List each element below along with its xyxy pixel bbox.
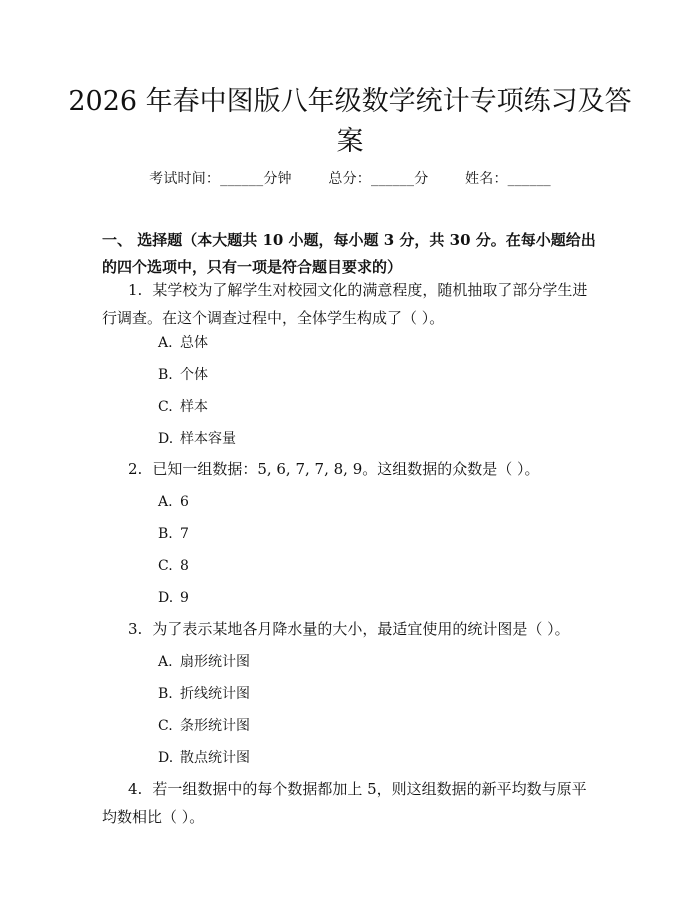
option-text: 个体 bbox=[180, 367, 208, 383]
total-score-label: 总分：______分 bbox=[328, 171, 429, 187]
question-2-option-d bbox=[158, 588, 189, 608]
question-2-option-b bbox=[158, 524, 189, 544]
question-1-option-b bbox=[158, 365, 208, 385]
question-number: 1. bbox=[128, 281, 143, 299]
question-3-option-c bbox=[158, 716, 250, 736]
question-number: 4. bbox=[128, 780, 143, 798]
option-text: 散点统计图 bbox=[180, 750, 250, 766]
option-letter: D. bbox=[158, 590, 174, 606]
question-2 bbox=[102, 455, 600, 483]
option-letter: B. bbox=[158, 526, 173, 542]
option-text: 8 bbox=[180, 558, 189, 574]
exam-info-line bbox=[0, 168, 700, 188]
option-letter: C. bbox=[158, 399, 173, 415]
question-3 bbox=[102, 615, 600, 643]
question-3-option-d bbox=[158, 748, 250, 768]
section-heading: 一、 选择题（本大题共 10 小题，每小题 3 分，共 30 分。在每小题给出的四个选项中，只有一项是符合题目要求的） bbox=[102, 231, 596, 276]
question-1-option-d bbox=[158, 429, 236, 449]
question-2-option-a bbox=[158, 492, 189, 512]
document-title: 2026 年春中图版八年级数学统计专项练习及答案 bbox=[68, 86, 632, 157]
option-text: 6 bbox=[180, 494, 189, 510]
option-text: 折线统计图 bbox=[180, 686, 250, 702]
question-number: 2. bbox=[128, 460, 143, 478]
option-letter: A. bbox=[158, 654, 173, 670]
question-text: 为了表示某地各月降水量的大小，最适宜使用的统计图是（ ）。 bbox=[152, 620, 570, 638]
option-letter: B. bbox=[158, 367, 173, 383]
option-text: 条形统计图 bbox=[180, 718, 250, 734]
option-text: 7 bbox=[180, 526, 189, 542]
question-text: 某学校为了解学生对校园文化的满意程度，随机抽取了部分学生进行调查。在这个调查过程中，全体学生构成了（ ）。 bbox=[102, 281, 588, 327]
option-text: 9 bbox=[180, 590, 189, 606]
option-letter: D. bbox=[158, 750, 174, 766]
question-2-option-c bbox=[158, 556, 189, 576]
option-text: 扇形统计图 bbox=[180, 654, 250, 670]
option-letter: C. bbox=[158, 718, 173, 734]
option-letter: D. bbox=[158, 431, 174, 447]
option-letter: B. bbox=[158, 686, 173, 702]
question-1 bbox=[102, 276, 600, 332]
option-letter: A. bbox=[158, 335, 173, 351]
question-number: 3. bbox=[128, 620, 143, 638]
question-1-option-c bbox=[158, 397, 208, 417]
question-text: 已知一组数据：5, 6, 7, 7, 8, 9。这组数据的众数是（ ）。 bbox=[152, 460, 540, 478]
question-3-option-b bbox=[158, 684, 250, 704]
question-text: 若一组数据中的每个数据都加上 5，则这组数据的新平均数与原平均数相比（ ）。 bbox=[102, 780, 587, 826]
option-letter: A. bbox=[158, 494, 173, 510]
question-4 bbox=[102, 775, 600, 831]
name-label: 姓名：______ bbox=[465, 171, 551, 187]
question-3-option-a bbox=[158, 652, 250, 672]
option-text: 总体 bbox=[180, 335, 208, 351]
option-text: 样本 bbox=[180, 399, 208, 415]
exam-time-label: 考试时间：______分钟 bbox=[149, 171, 292, 187]
option-letter: C. bbox=[158, 558, 173, 574]
option-text: 样本容量 bbox=[180, 431, 236, 447]
question-1-option-a bbox=[158, 333, 208, 353]
